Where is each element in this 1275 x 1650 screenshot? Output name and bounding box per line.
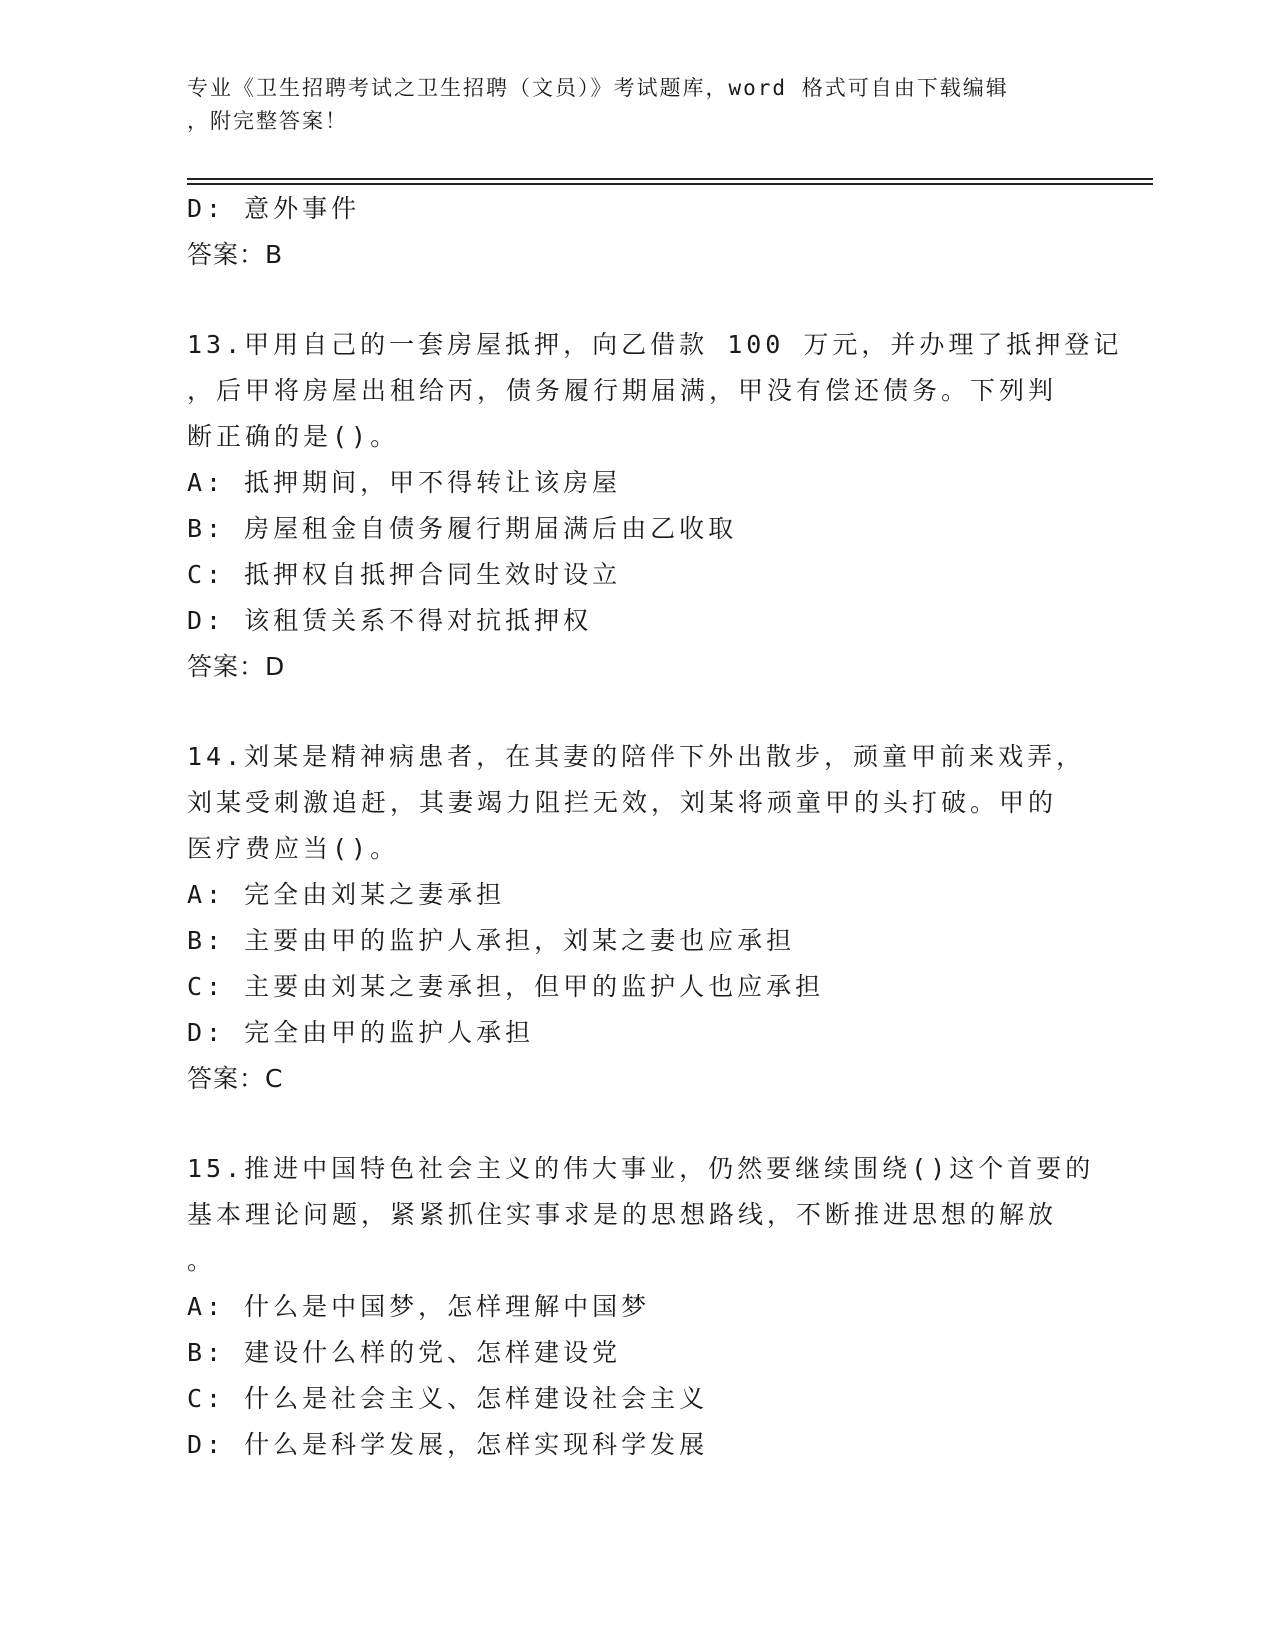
option-d: D: 意外事件 [187,194,361,223]
option-d: D: 完全由甲的监护人承担 [187,1018,535,1047]
question-stem-line: 15.推进中国特色社会主义的伟大事业，仍然要继续围绕()这个首要的 [187,1154,1095,1183]
option-b: B: 建设什么样的党、怎样建设党 [187,1338,622,1367]
question-stem-line: 基本理论问题，紧紧抓住实事求是的思想路线，不断推进思想的解放 [187,1200,1058,1229]
option-b: B: 房屋租金自债务履行期届满后由乙收取 [187,514,738,543]
option-a: A: 抵押期间，甲不得转让该房屋 [187,468,622,497]
question-15 [187,1146,1095,1468]
document-header [187,72,1067,138]
answer: 答案：D [187,652,286,681]
question-14 [187,734,1087,1102]
question-stem-line: 刘某受刺激追赶，其妻竭力阻拦无效，刘某将顽童甲的头打破。甲的 [187,788,1058,817]
question-12 [187,186,1087,278]
header-line-1: 专业《卫生招聘考试之卫生招聘（文员）》考试题库，word 格式可自由下载编辑 [187,76,1009,100]
header-rule-bottom [187,183,1153,185]
question-stem-line: 14.刘某是精神病患者，在其妻的陪伴下外出散步，顽童甲前来戏弄， [187,742,1086,771]
option-d: D: 什么是科学发展，怎样实现科学发展 [187,1430,709,1459]
option-c: C: 主要由刘某之妻承担，但甲的监护人也应承担 [187,972,825,1001]
option-d: D: 该租赁关系不得对抗抵押权 [187,606,593,635]
question-list [187,186,1123,1468]
option-a: A: 完全由刘某之妻承担 [187,880,506,909]
option-c: C: 抵押权自抵押合同生效时设立 [187,560,622,589]
header-line-2: ，附完整答案！ [187,109,348,133]
answer: 答案：B [187,240,284,269]
option-b: B: 主要由甲的监护人承担，刘某之妻也应承担 [187,926,796,955]
option-a: A: 什么是中国梦，怎样理解中国梦 [187,1292,651,1321]
question-stem-line: ，后甲将房屋出租给丙，债务履行期届满，甲没有偿还债务。下列判 [187,376,1058,405]
question-stem-line: 。 [187,1246,217,1275]
question-stem-line: 医疗费应当()。 [187,834,400,863]
question-stem-line: 13.甲用自己的一套房屋抵押，向乙借款 100 万元，并办理了抵押登记 [187,330,1123,359]
question-13 [187,322,1123,690]
option-c: C: 什么是社会主义、怎样建设社会主义 [187,1384,709,1413]
header-rule-top [187,178,1153,180]
question-stem-line: 断正确的是()。 [187,422,400,451]
answer: 答案：C [187,1064,284,1093]
